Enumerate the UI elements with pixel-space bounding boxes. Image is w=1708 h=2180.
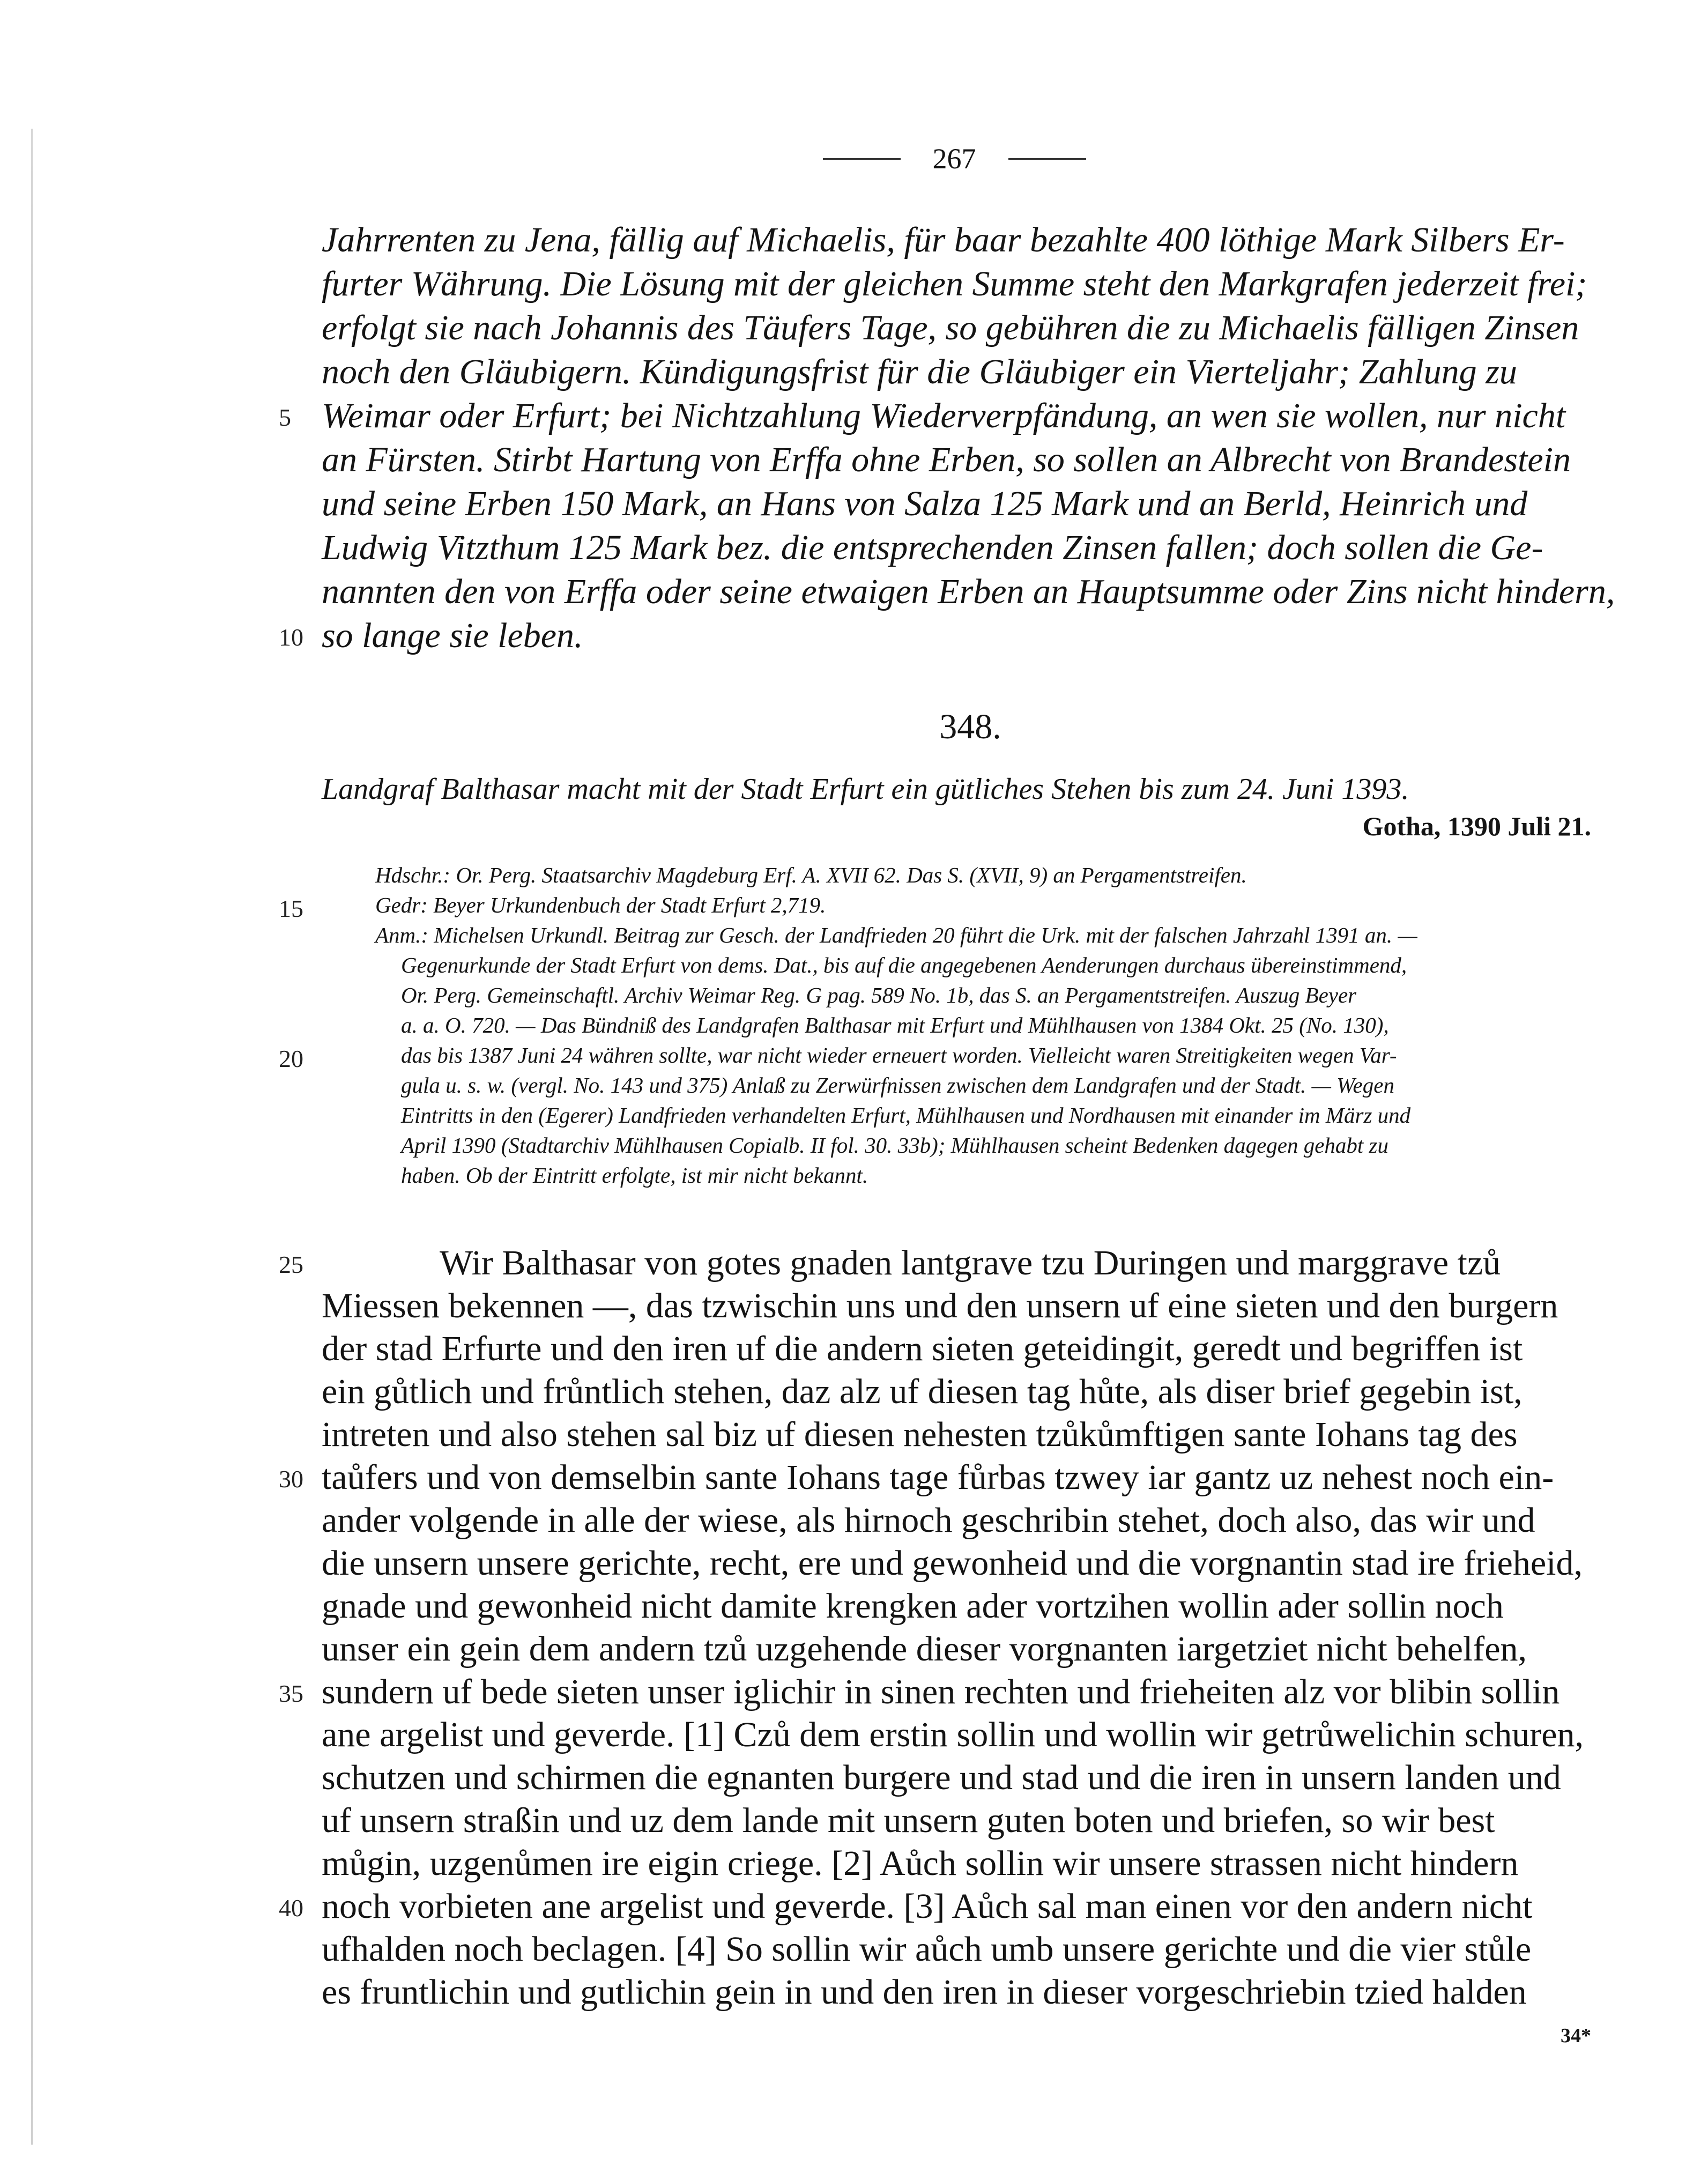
text-line: taůfers und von demselbin sante Iohans tage fůrbas tzwey iar gantz uz nehest noch ein- — [322, 1458, 1554, 1497]
apparatus-line: a. a. O. 720. — Das Bündniß des Landgrafen Balthasar mit Erfurt und Mühlhausen von 1384 Okt. 25 (No. 130), — [401, 1013, 1389, 1037]
text-line: sundern uf bede sieten unser iglichir in sinen rechten und frieheiten alz vor blibin sollin — [322, 1672, 1560, 1711]
apparatus-line: Anm.: Michelsen Urkundl. Beitrag zur Gesch. der Landfrieden 20 führt die Urk. mit der falschen Jahrzahl 1391 an. — — [375, 923, 1417, 947]
text-line: unser ein gein dem andern tzů uzgehende dieser vorgnanten iargetziet nicht behelfen, — [322, 1629, 1527, 1669]
line-number: 35 — [279, 1680, 303, 1707]
header-rule-left — [823, 158, 901, 160]
page-number: 267 — [932, 143, 976, 175]
text-line: ufhalden noch beclagen. [4] So sollin wir aůch umb unsere gerichte und die vier stůle — [322, 1930, 1532, 1969]
intro-line: Weimar oder Erfurt; bei Nichtzahlung Wiederverpfändung, an wen sie wollen, nur nicht — [322, 396, 1566, 435]
text-line: Wir Balthasar von gotes gnaden lantgrave tzu Duringen und marggrave tzů — [440, 1243, 1501, 1282]
signature-mark: 34* — [1561, 2025, 1591, 2047]
text-line: es fruntlichin und gutlichin gein in und den iren in dieser vorgeschriebin tzied halden — [322, 1973, 1527, 2012]
page-header — [804, 142, 1104, 175]
intro-line: noch den Gläubigern. Kündigungsfrist für die Gläubiger ein Vierteljahr; Zahlung zu — [322, 352, 1517, 391]
text-line: můgin, uzgenůmen ire eigin criege. [2] Aůch sollin wir unsere strassen nicht hindern — [322, 1844, 1519, 1883]
text-line: der stad Erfurte und den iren uf die andern sieten geteidingit, geredt und begriffen ist — [322, 1329, 1523, 1368]
place-date: Gotha, 1390 Juli 21. — [1362, 811, 1591, 841]
text-line: ander volgende in alle der wiese, als hirnoch geschribin stehet, doch also, das wir und — [322, 1501, 1535, 1540]
intro-line: Ludwig Vitzthum 125 Mark bez. die entsprechenden Zinsen fallen; doch sollen die Ge- — [322, 528, 1543, 567]
text-line: uf unsern straßin und uz dem lande mit unsern guten boten und briefen, so wir best — [322, 1801, 1495, 1840]
intro-line: erfolgt sie nach Johannis des Täufers Tage, so gebühren die zu Michaelis fälligen Zinsen — [322, 308, 1579, 347]
text-line: gnade und gewonheid nicht damite krengken ader vortzihen wollin ader sollin noch — [322, 1586, 1504, 1626]
line-number: 40 — [279, 1894, 303, 1922]
document-regest: Landgraf Balthasar macht mit der Stadt Erfurt ein gütliches Stehen bis zum 24. Juni 1393. — [322, 773, 1409, 806]
header-rule-right — [1008, 158, 1086, 160]
line-number: 10 — [279, 624, 303, 651]
intro-line: furter Währung. Die Lösung mit der gleichen Summe steht den Markgrafen jederzeit frei; — [322, 264, 1587, 303]
text-line: intreten und also stehen sal biz uf diesen nehesten tzůkůmftigen sante Iohans tag des — [322, 1415, 1518, 1454]
apparatus-line: Eintritts in den (Egerer) Landfrieden verhandelten Erfurt, Mühlhausen und Nordhausen mit einander im März und — [401, 1103, 1411, 1128]
apparatus-line: Hdschr.: Or. Perg. Staatsarchiv Magdeburg Erf. A. XVII 62. Das S. (XVII, 9) an Pergamentstreifen. — [375, 863, 1247, 887]
apparatus-line: April 1390 (Stadtarchiv Mühlhausen Copialb. II fol. 30. 33b); Mühlhausen scheint Bedenken dagegen gehabt zu — [401, 1133, 1389, 1158]
text-line: ein gůtlich und frůntlich stehen, daz alz uf diesen tag hůte, als diser brief gegebin ist, — [322, 1372, 1523, 1411]
document-number: 348. — [939, 707, 1001, 746]
text-line: noch vorbieten ane argelist und geverde. [3] Aůch sal man einen vor den andern nicht — [322, 1887, 1533, 1926]
scan-binding-edge — [31, 129, 33, 2145]
text-line: Miessen bekennen —, das tzwischin uns und den unsern uf eine sieten und den burgern — [322, 1286, 1558, 1325]
apparatus-line: Gedr: Beyer Urkundenbuch der Stadt Erfurt 2,719. — [375, 893, 826, 917]
apparatus-line: Gegenurkunde der Stadt Erfurt von dems. Dat., bis auf die angegebenen Aenderungen durchaus übereinstimmend, — [401, 953, 1407, 977]
apparatus-line: haben. Ob der Eintritt erfolgte, ist mir nicht bekannt. — [401, 1163, 868, 1188]
text-line: ane argelist und geverde. [1] Czů dem erstin sollin und wollin wir getrůwelichin schuren, — [322, 1715, 1584, 1754]
text-line: die unsern unsere gerichte, recht, ere und gewonheid und die vorgnantin stad ire frieheid, — [322, 1544, 1583, 1583]
intro-line: so lange sie leben. — [322, 616, 583, 655]
intro-line: Jahrrenten zu Jena, fällig auf Michaelis, für baar bezahlte 400 löthige Mark Silbers Er- — [322, 220, 1565, 259]
line-number: 25 — [279, 1251, 303, 1278]
line-number: 20 — [279, 1045, 303, 1072]
line-number: 5 — [279, 404, 291, 431]
apparatus-line: Or. Perg. Gemeinschaftl. Archiv Weimar Reg. G pag. 589 No. 1b, das S. an Pergamentstreifen. Auszug Beyer — [401, 983, 1357, 1007]
text-line: schutzen und schirmen die egnanten burgere und stad und die iren in unsern landen und — [322, 1758, 1561, 1797]
intro-line: und seine Erben 150 Mark, an Hans von Salza 125 Mark und an Berld, Heinrich und — [322, 484, 1528, 523]
line-number: 30 — [279, 1465, 303, 1493]
intro-line: an Fürsten. Stirbt Hartung von Erffa ohne Erben, so sollen an Albrecht von Brandestein — [322, 440, 1571, 479]
apparatus-line: gula u. s. w. (vergl. No. 143 und 375) Anlaß zu Zerwürfnissen zwischen dem Landgrafen und der Stadt. — Wegen — [401, 1073, 1394, 1098]
line-number: 15 — [279, 895, 303, 922]
intro-line: nannten den von Erffa oder seine etwaigen Erben an Hauptsumme oder Zins nicht hindern, — [322, 572, 1615, 611]
apparatus-line: das bis 1387 Juni 24 währen sollte, war nicht wieder erneuert worden. Vielleicht waren Streitigkeiten wegen Var- — [401, 1043, 1397, 1067]
